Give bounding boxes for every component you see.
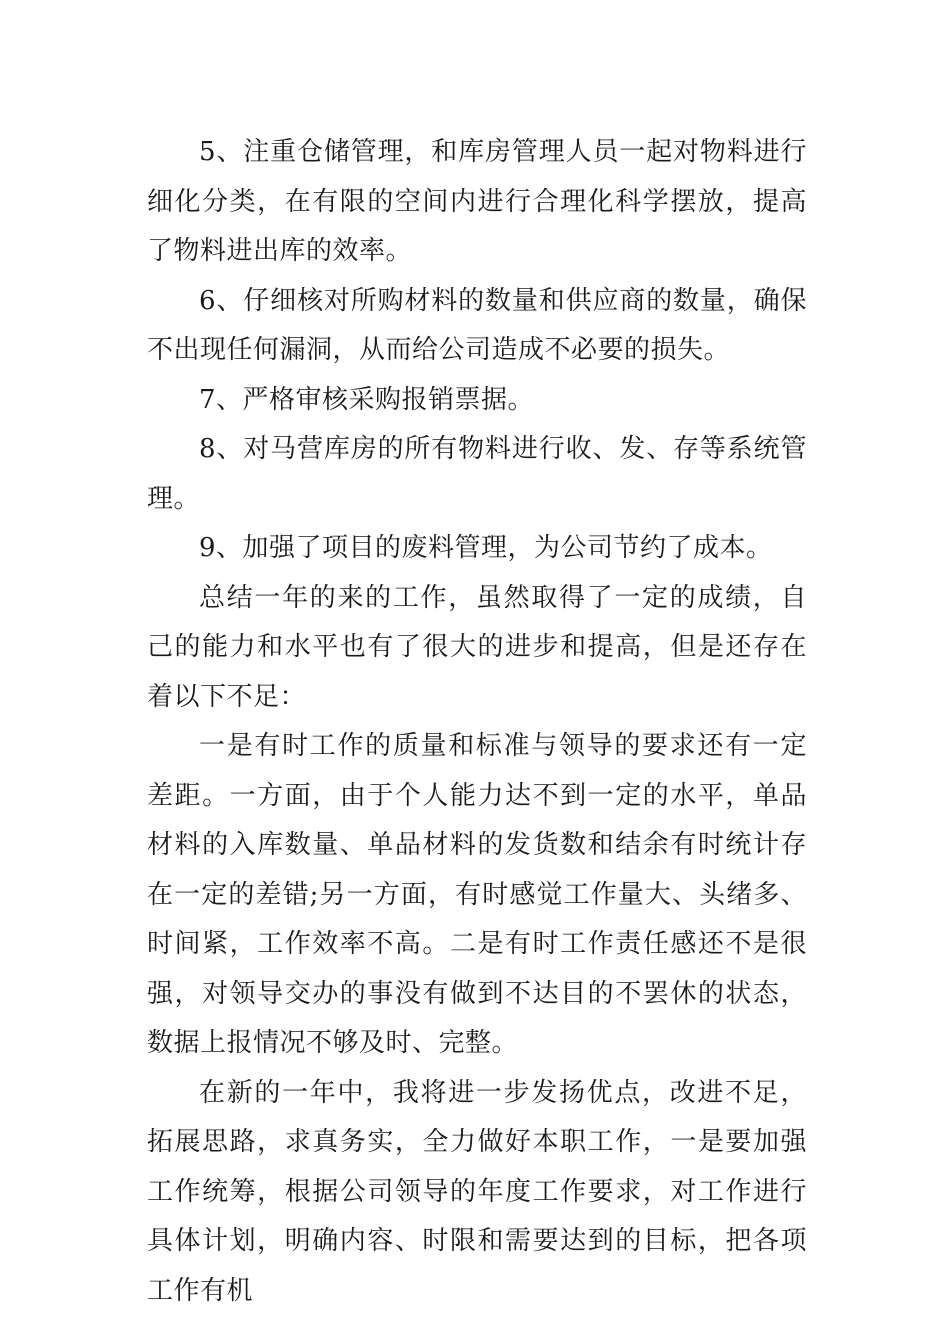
paragraph-shortcomings: 一是有时工作的质量和标准与领导的要求还有一定差距。一方面，由于个人能力达不到一定的水平，单品材料的入库数量、单品材料的发货数和结余有时统计存在一定的差错;另一方面，有时感觉工作量大、头绪多、时间紧，工作效率不高。二是有时工作责任感还不是很强，对领导交办的事没有做到不达目的不罢休的状态，数据上报情况不够及时、完整。 — [147, 731, 807, 1058]
paragraph-item-7: 7、严格审核采购报销票据。 — [199, 384, 535, 415]
paragraph-item-5: 5、注重仓储管理，和库房管理人员一起对物料进行细化分类，在有限的空间内进行合理化科学摆放，提高了物料进出库的效率。 — [147, 137, 807, 266]
paragraph-item-6: 6、仔细核对所购材料的数量和供应商的数量，确保不出现任何漏洞，从而给公司造成不必要的损失。 — [147, 285, 807, 365]
paragraph-new-year-plan: 在新的一年中，我将进一步发扬优点，改进不足，拓展思路，求真务实，全力做好本职工作，一是要加强工作统筹，根据公司领导的年度工作要求，对工作进行具体计划，明确内容、时限和需要达到的目标，把各项工作有机 — [147, 1077, 807, 1306]
paragraph-item-8: 8、对马营库房的所有物料进行收、发、存等系统管理。 — [147, 434, 807, 514]
paragraph-item-9: 9、加强了项目的废料管理，为公司节约了成本。 — [199, 533, 773, 563]
paragraph-summary: 总结一年的来的工作，虽然取得了一定的成绩，自己的能力和水平也有了很大的进步和提高，但是还存在着以下不足： — [147, 582, 807, 712]
document-body — [147, 128, 807, 1316]
